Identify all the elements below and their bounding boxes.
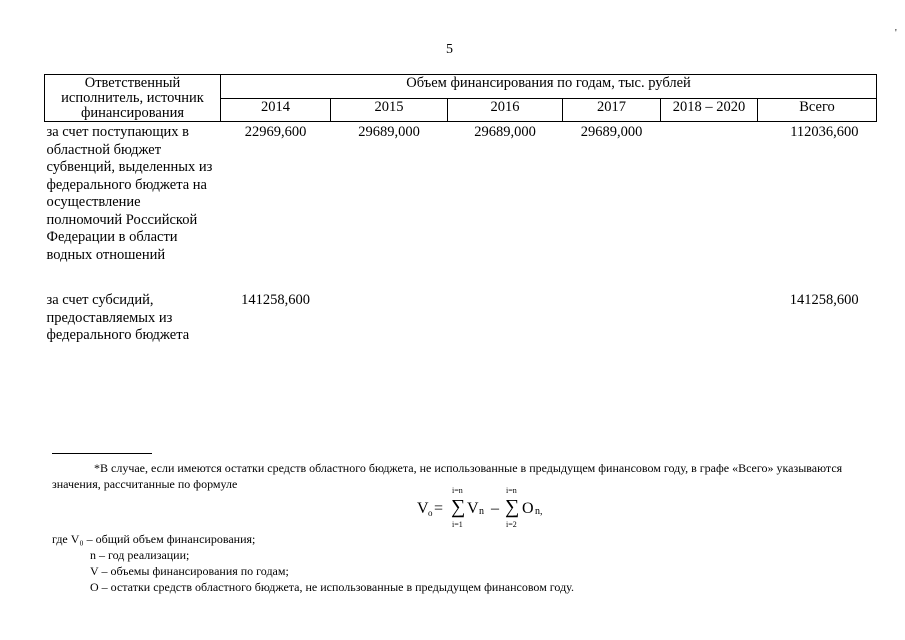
header-year: 2014 bbox=[221, 98, 331, 122]
page-number: 5 bbox=[446, 42, 453, 57]
sum2-sigma: ∑ bbox=[505, 496, 520, 518]
footnote-definitions bbox=[52, 531, 574, 595]
header-responsible: Ответственный исполнитель, источник финансирования bbox=[45, 75, 221, 122]
table-row bbox=[45, 282, 877, 352]
formula-lhs: V bbox=[417, 500, 429, 517]
row-label: за счет поступающих в областной бюджет субвенций, выделенных из федерального бюджета на осуществление полномочий Российской Федерации в области водных отношений bbox=[46, 124, 213, 263]
sum2-lower-limit: i=2 bbox=[506, 520, 517, 529]
financing-table bbox=[44, 74, 877, 352]
sum1-lower-limit: i=1 bbox=[452, 520, 463, 529]
footnote-rule bbox=[52, 453, 152, 454]
header-total: Всего bbox=[758, 98, 877, 122]
formula-equals: = bbox=[434, 500, 444, 517]
cell-2016 bbox=[448, 282, 563, 352]
table-row bbox=[45, 122, 877, 283]
footnote-text: *В случае, если имеются остатки средств областного бюджета, не использованные в предыдущем финансовом году, в графе «Всего» указываются значения, рассчитанные по формуле bbox=[52, 461, 843, 491]
sum2-upper-limit: i=n bbox=[506, 486, 517, 495]
corner-mark: ' bbox=[895, 28, 897, 39]
header-year: 2017 bbox=[563, 98, 661, 122]
header-group: Объем финансирования по годам, тыс. рублей bbox=[221, 75, 877, 99]
formula-term1: V bbox=[467, 500, 479, 517]
cell-2015: 29689,000 bbox=[358, 124, 420, 140]
cell-2014: 141258,600 bbox=[241, 292, 310, 308]
cell-total: 112036,600 bbox=[790, 124, 859, 140]
definition-o: O – остатки средств областного бюджета, не использованные в предыдущем финансовом году. bbox=[90, 580, 574, 594]
sum1-sigma: ∑ bbox=[451, 496, 466, 518]
formula-term2: O bbox=[522, 500, 534, 517]
cell-2017 bbox=[563, 282, 661, 352]
cell-2015 bbox=[331, 282, 448, 352]
sum1-upper-limit: i=n bbox=[452, 486, 463, 495]
formula-term1-sub: n bbox=[479, 506, 484, 517]
formula-term2-sub: n, bbox=[535, 506, 543, 517]
definition-v: V – объемы финансирования по годам; bbox=[90, 564, 289, 578]
formula-minus: – bbox=[491, 500, 499, 517]
cell-total: 141258,600 bbox=[789, 292, 859, 308]
definition-vo: где V₀ – общий объем финансирования; bbox=[52, 532, 256, 546]
header-year: 2018 – 2020 bbox=[661, 98, 758, 122]
formula bbox=[412, 486, 572, 534]
header-year: 2015 bbox=[331, 98, 448, 122]
cell-2016: 29689,000 bbox=[474, 124, 536, 140]
formula-lhs-sub: о bbox=[428, 508, 433, 518]
definition-n: n – год реализации; bbox=[90, 548, 190, 562]
cell-2018-2020 bbox=[661, 282, 758, 352]
row-label: за счет субсидий, предоставляемых из федерального бюджета bbox=[46, 292, 190, 343]
cell-2014: 22969,600 bbox=[244, 124, 307, 140]
cell-2018-2020 bbox=[661, 122, 758, 283]
header-year: 2016 bbox=[448, 98, 563, 122]
cell-2017: 29689,000 bbox=[580, 124, 643, 140]
